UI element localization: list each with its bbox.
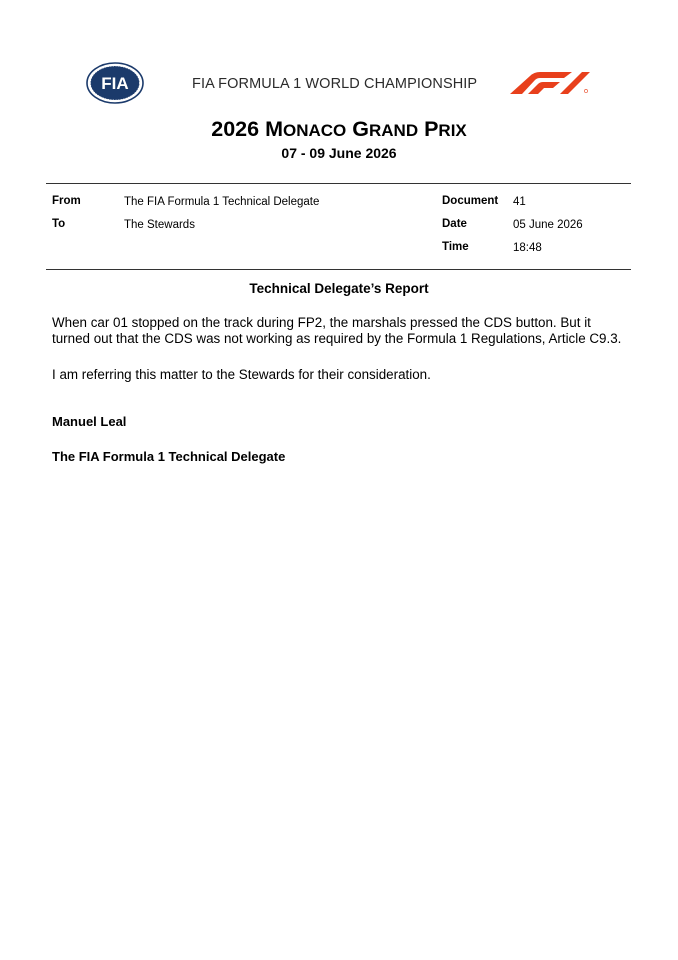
event-year: 2026 <box>211 117 260 141</box>
date-value: 05 June 2026 <box>513 219 583 231</box>
event-title <box>0 117 678 142</box>
from-value: The FIA Formula 1 Technical Delegate <box>124 196 320 208</box>
to-value: The Stewards <box>124 219 195 231</box>
fia-logo-icon <box>86 62 144 104</box>
f1-logo-icon <box>508 72 590 94</box>
signatory-name: Manuel Leal <box>52 414 127 429</box>
header-divider-top <box>46 183 631 184</box>
event-dates: 07 - 09 June 2026 <box>281 145 397 161</box>
report-paragraph-1: When car 01 stopped on the track during FP2, the marshals pressed the CDS button. But it turned out that the CDS was not working as required by the Formula 1 Regulations, Article C9.3. <box>52 315 622 346</box>
svg-text:FIA: FIA <box>101 74 129 93</box>
date-label: Date <box>442 218 467 230</box>
signatory-role: The FIA Formula 1 Technical Delegate <box>52 449 286 464</box>
header-divider-bottom <box>46 269 631 270</box>
event-name-initial-2: G <box>352 117 369 141</box>
report-title: Technical Delegate’s Report <box>249 281 429 296</box>
document-value: 41 <box>513 196 526 208</box>
event-name-rest-3: RIX <box>438 121 467 140</box>
event-name-initial-3: P <box>424 117 439 141</box>
time-label: Time <box>442 241 469 253</box>
event-name-initial-1: M <box>265 117 283 141</box>
to-label: To <box>52 218 66 230</box>
event-name-rest-2: RAND <box>368 121 419 140</box>
championship-title: FIA FORMULA 1 WORLD CHAMPIONSHIP <box>192 76 478 92</box>
report-paragraph-2: I am referring this matter to the Stewards for their consideration. <box>52 367 431 382</box>
time-value: 18:48 <box>513 242 542 254</box>
from-label: From <box>52 195 81 207</box>
event-name-rest-1: ONACO <box>282 121 347 140</box>
document-label: Document <box>442 195 499 207</box>
